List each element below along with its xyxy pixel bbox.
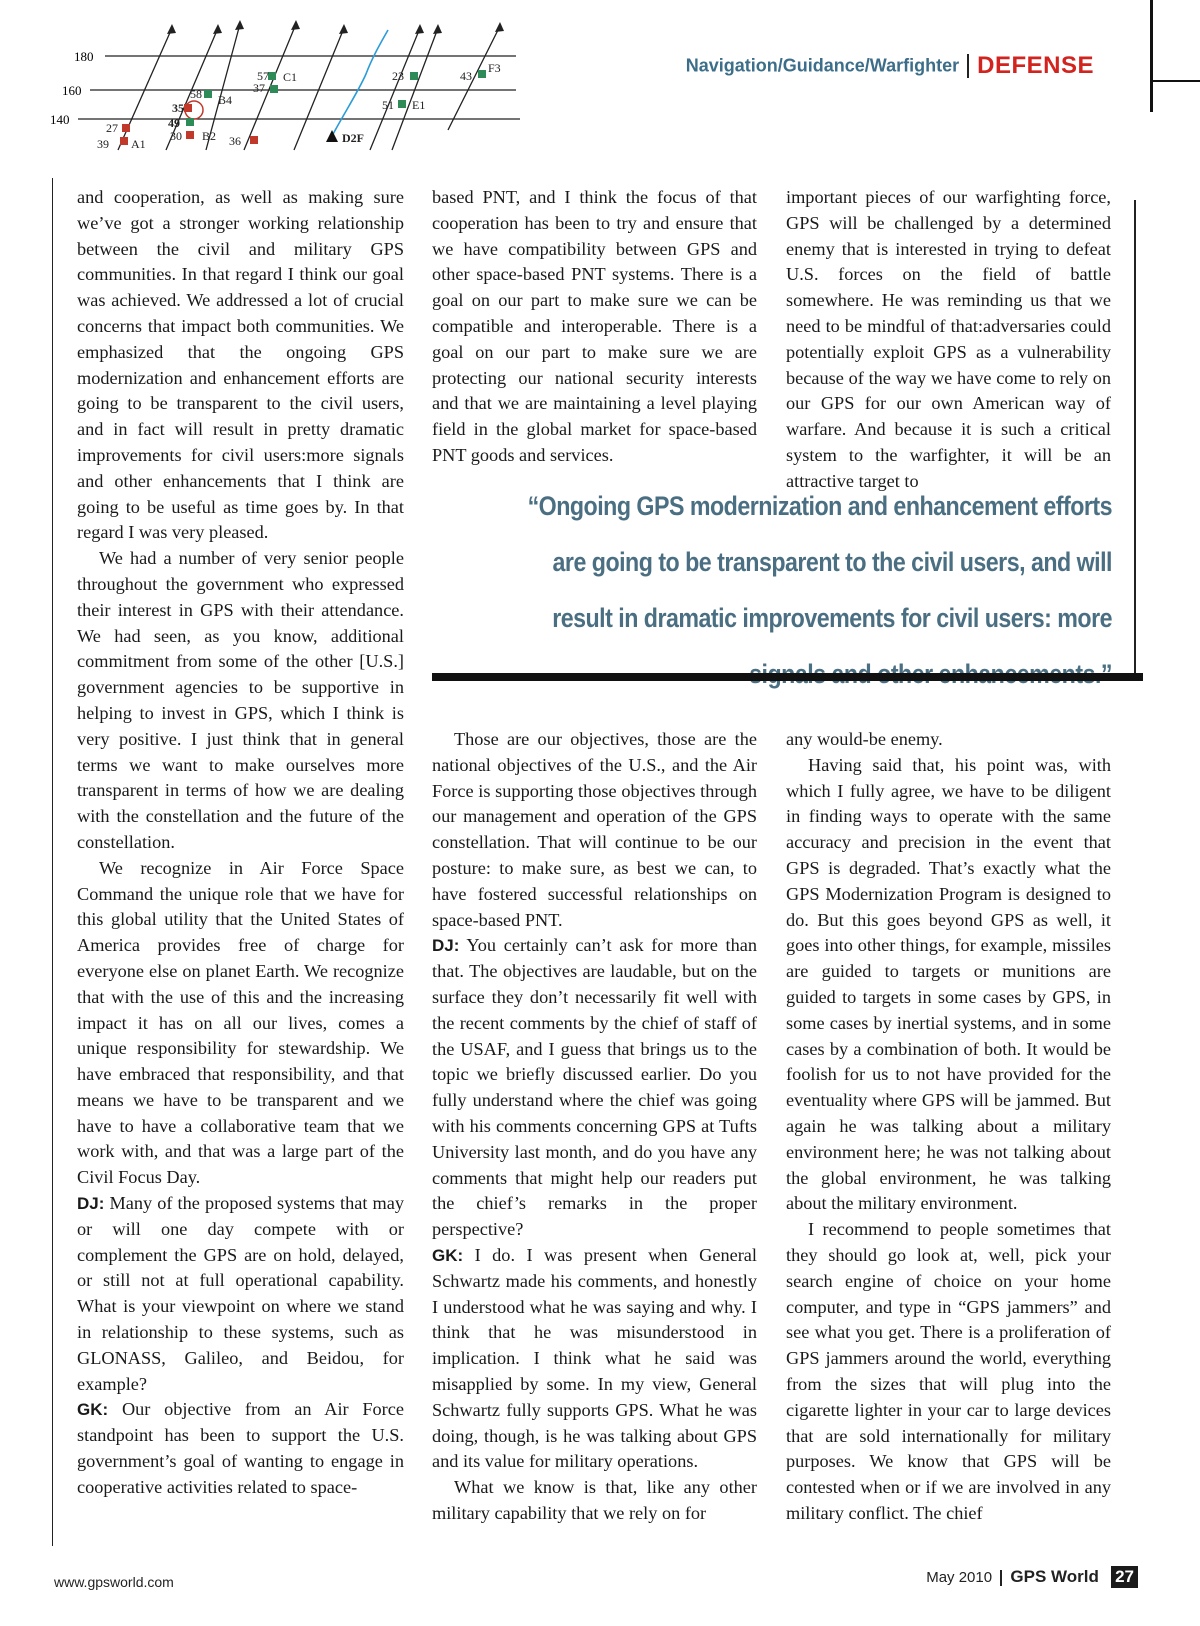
sat-tag: B2 [202,129,217,143]
sat-tag: F3 [488,61,501,75]
column-divider [1134,200,1136,675]
paragraph [77,1397,404,1500]
y-tick-label: 180 [74,49,94,64]
sat-label: 57 [257,69,269,83]
sat-point-36 [250,136,258,144]
paragraph-text: I recommend to people sometimes that they should go look at, well, pick your search engine of choice on your home computer, and type in “GPS jammers” and see what you get. There is a proliferation of GPS jammers around the world, everything from the sizes that will plug into the cigarette lighter in your car to large devices that are sold internationally for military purposes. We know that GPS will be contested when or if we are involved in any military conflict. The chief [786,1219,1111,1523]
sat-point-39 [120,137,128,145]
paragraph [432,1243,757,1475]
footer-url[interactable]: www.gpsworld.com [54,1574,174,1590]
footer-magazine: GPS World [1010,1567,1099,1586]
paragraph [77,546,404,856]
paragraph-text: Our objective from an Air Force standpoint has been to support the U.S. government’s goal of wanting to engage in cooperative activities related to space- [77,1399,405,1497]
paragraph-text: You certainly can’t ask for more than that. The objectives are laudable, but on the surface they don’t necessarily fit well with the recent comments by the chief of staff of the USAF, and I guess that brings us to the topic we briefly discussed earlier. Do you fully understand where the chief was going with his comments concerning GPS at Tufts University last month, and do you have any comments that might help our readers put the chief’s remarks in the proper perspective? [432,935,757,1240]
paragraph [786,1217,1111,1527]
footer-info [926,1566,1138,1588]
sat-point-43 [478,70,486,78]
sat-label: 23 [392,69,404,83]
sat-point-30 [186,131,194,139]
sat-tag: E1 [412,98,426,112]
y-tick-label: 160 [62,83,82,98]
column-divider [52,178,53,1546]
speaker-label: GK: [432,1245,464,1265]
sat-point-58 [204,90,212,98]
paragraph [432,727,757,933]
sat-tag: C1 [283,70,298,84]
paragraph-text: We recognize in Air Force Space Command the unique role that we have for this global utility that the United States of America provides free of charge for everyone else on planet Earth. We recognize that with the use of this and the increasing impact it has on all our lives, comes a unique responsibility for stewardship. We have embraced that responsibility, and that means we have to be transparent and we have to have a collaborative team that we work with, and that was a large part of the Civil Focus Day. [77,857,404,1188]
column-left [77,185,404,1501]
sat-tag: A1 [131,137,146,151]
sat-label: 30 [170,129,182,143]
sat-label: 58 [190,87,202,101]
paragraph [77,856,404,1191]
section-brand: DEFENSE [977,52,1094,79]
paragraph [432,933,757,1243]
paragraph [77,1191,404,1397]
sat-label: 36 [229,134,241,148]
footer-date: May 2010 [926,1569,993,1586]
header-rule-tick [1150,80,1200,82]
sat-point-51 [398,100,406,108]
sat-tag: B4 [218,93,233,107]
section-label: Navigation/Guidance/Warfighter [685,55,960,76]
paragraph [77,185,404,546]
sat-point-57 [268,72,276,80]
sat-label: 35 [172,101,184,115]
paragraph [432,185,757,469]
pull-quote-rule [432,673,1143,681]
column-middle-top [432,185,757,469]
sat-label: 43 [460,69,472,83]
paragraph [786,185,1111,495]
paragraph [786,727,1111,753]
column-right-bottom [786,727,1111,1527]
sat-label: 51 [382,98,394,112]
paragraph-text: I do. I was present when General Schwartz made his comments, and honestly I understood what he was saying and why. I think that he was misunderstood in implication. I think what he said was misapplied by some. In my view, General Schwartz fully supports GPS. What he was doing, though, is he was talking about GPS and its value for military operations. [432,1244,757,1472]
y-tick-label: 140 [50,112,70,127]
page-header [686,52,1094,80]
header-rule [1150,0,1153,112]
paragraph-text: What we know is that, like any other military capability that we rely on for [432,1477,757,1523]
speaker-label: DJ: [77,1194,105,1214]
sat-point-49 [186,118,194,126]
speaker-label: DJ: [432,936,460,956]
paragraph-text: any would-be enemy. [786,729,943,749]
sat-label: 27 [106,121,118,135]
sat-point-23 [410,72,418,80]
sat-point-27 [122,124,130,132]
pull-quote: “Ongoing GPS modernization and enhancement efforts are going to be transparent to the civil users, and will result in dramatic improvements for civil users: more [527,491,1112,633]
footer-divider [1000,1570,1002,1586]
paragraph-text: based PNT, and I think the focus of that cooperation has been to try and ensure that we have compatibility between GPS and other space-based PNT systems. There is a goal on our part to make sure we can be compatible and interoperable. There is a goal on our part to make sure we are protecting our national security interests and that we are maintaining a level playing field in the global market for space-based PNT goods and services. [432,187,757,465]
page-number: 27 [1111,1566,1138,1588]
constellation-plot [0,0,560,152]
paragraph-text: Having said that, his point was, with which I fully agree, we have to be diligent in finding ways to operate with the same accuracy and precision in the event that GPS is degraded. That’s exactly what the GPS Modernization Program is designed to do. But this goes beyond GPS as well, it goes into other things, for example, missiles are guided to targets or munitions are guided to targets in some cases by GPS, in some cases by inertial systems, and in some cases by a combination of both. It would be foolish for us to not have provided for the eventuality where GPS will be jammed. But again he was talking about a military environment here; he was not talking about the global environment, he was talking about the military environment. [786,754,1111,1214]
paragraph [786,753,1111,1217]
paragraph-text: Many of the proposed systems that may or will one day compete with or complement the GPS are on hold, delayed, or still not at full operational capability. What is your viewpoint on where we stand in relationship to these systems, such as GLONASS, Galileo, and Beidou, for example? [77,1193,404,1394]
sat-point-35 [184,104,192,112]
sat-tag: D2F [342,131,364,145]
column-middle-bottom [432,727,757,1527]
sat-label: 37 [253,81,265,95]
sat-point-37 [270,85,278,93]
paragraph-text: important pieces of our warfighting force, GPS will be challenged by a determined enemy that is interested in trying to defeat U.S. forces on the field of battle somewhere. He was reminding us that we need to be mindful of that:adversaries could potentially exploit GPS as a vulnerability because of the way we have come to rely on our GPS for our own American way of warfare. And because it is such a critical system to the warfighter, it will be an attractive target to [786,187,1111,491]
sat-label: 39 [97,137,109,151]
paragraph-text: We had a number of very senior people throughout the government who expressed their interest in GPS with their attendance. We had seen, as you know, additional commitment from some of the other [U.S.] government agencies to be supportive in helping to invest in GPS, which I think is very positive. I just think that in general terms we want to make ourselves more transparent in terms of how we are dealing with the constellation and the future of the constellation. [77,548,404,852]
paragraph [432,1475,757,1527]
paragraph-text: and cooperation, as well as making sure we’ve got a stronger working relationship between the civil and military GPS communities. In that regard I think our goal was achieved. We addressed a lot of crucial concerns that impact both communities. We emphasized that the ongoing GPS modernization and enhancement efforts are going to be transparent to the civil users, and in fact will result in pretty dramatic improvements for civil users:more signals and other enhancements that I think are going to be useful as time goes by. In that regard I was very pleased. [77,187,404,543]
sat-label: 49 [168,116,180,130]
sat-point-d2f [326,130,338,142]
column-right-top [786,185,1111,495]
speaker-label: GK: [77,1400,109,1420]
paragraph-text: Those are our objectives, those are the national objectives of the U.S., and the Air Force is supporting those objectives through our management and operation of the GPS constellation. That will continue to be our posture: to make sure, as best we can, to have fostered successful relationships on space-based PNT. [432,729,757,930]
header-divider [967,54,969,78]
